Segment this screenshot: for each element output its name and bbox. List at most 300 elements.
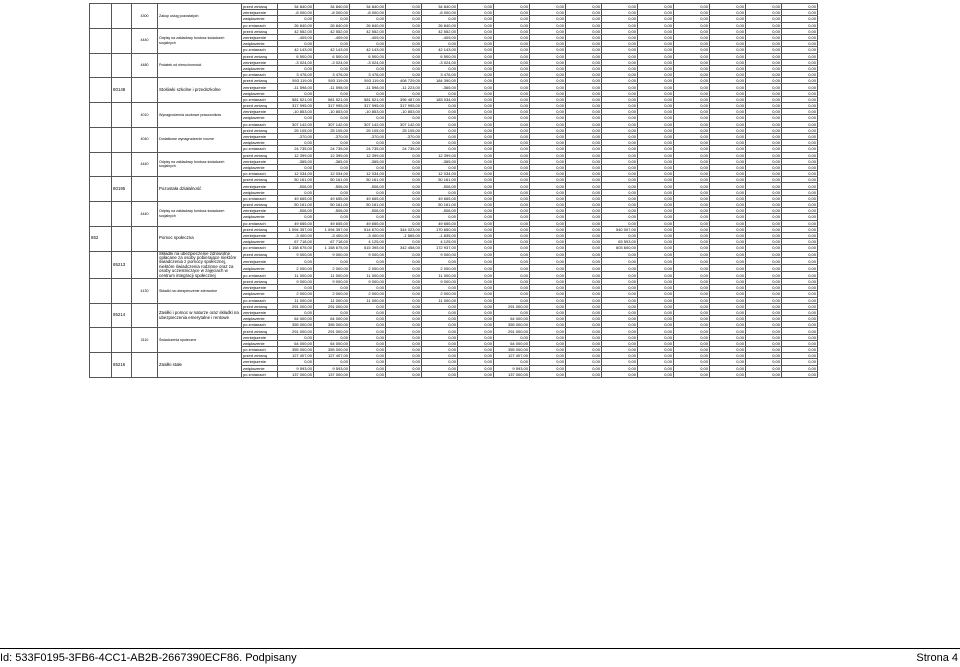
amount-cell: 0,00 [530, 371, 566, 377]
row-kind-label: zmniejszenie [242, 359, 278, 365]
amount-cell: 0,00 [674, 59, 710, 65]
row-kind-label: przed zmianą [242, 53, 278, 59]
row-kind-label: przed zmianą [242, 152, 278, 158]
row-kind-label: zmniejszenie [242, 232, 278, 238]
amount-cell: -409,00 [278, 34, 314, 40]
amount-cell: 0,00 [746, 115, 782, 121]
amount-cell: 0,00 [530, 158, 566, 164]
amount-cell: 0,00 [566, 121, 602, 127]
amount-cell: 0,00 [386, 34, 422, 40]
amount-cell: 0,00 [386, 334, 422, 340]
amount-cell: 0,00 [674, 177, 710, 183]
amount-cell: 0,00 [530, 140, 566, 146]
amount-cell: 2 000,00 [314, 265, 350, 272]
amount-cell: 0,00 [782, 353, 818, 359]
amount-cell: 0,00 [494, 140, 530, 146]
amount-cell: 0,00 [782, 322, 818, 328]
row-kind-label: zwiększenie [242, 340, 278, 346]
amount-cell: 0,00 [710, 232, 746, 238]
amount-cell: 0,00 [386, 328, 422, 334]
amount-cell: 9 593,00 [278, 365, 314, 371]
amount-cell: 317 995,00 [278, 103, 314, 109]
amount-cell: 0,00 [710, 278, 746, 284]
amount-cell: 24 735,00 [314, 146, 350, 152]
amount-cell: 0,00 [602, 65, 638, 71]
row-kind-label: zwiększenie [242, 316, 278, 322]
amount-cell: 0,00 [674, 164, 710, 170]
amount-cell: 0,00 [782, 115, 818, 121]
amount-cell: 0,00 [710, 291, 746, 297]
amount-cell: 291 000,00 [314, 328, 350, 334]
amount-cell: 0,00 [602, 53, 638, 59]
amount-cell: 355 000,00 [494, 322, 530, 328]
amount-cell: 0,00 [530, 365, 566, 371]
amount-cell: 0,00 [674, 28, 710, 34]
amount-cell: -506,00 [350, 183, 386, 189]
amount-cell: 0,00 [602, 251, 638, 258]
amount-cell: 0,00 [458, 258, 494, 265]
amount-cell: 593 119,00 [278, 78, 314, 84]
amount-cell: -370,00 [350, 133, 386, 139]
row-kind-label: zwiększenie [242, 16, 278, 22]
amount-cell: 0,00 [674, 34, 710, 40]
amount-cell: 593 119,00 [350, 78, 386, 84]
amount-cell: 26 840,00 [314, 22, 350, 28]
amount-cell: 0,00 [458, 121, 494, 127]
amount-cell: 0,00 [746, 16, 782, 22]
amount-cell: 0,00 [458, 285, 494, 291]
amount-cell: 0,00 [314, 258, 350, 265]
amount-cell: 0,00 [566, 109, 602, 115]
row-kind-label: zwiększenie [242, 140, 278, 146]
row-kind-label: zmniejszenie [242, 158, 278, 164]
amount-cell: 0,00 [710, 41, 746, 47]
amount-cell: 0,00 [674, 359, 710, 365]
amount-cell: 0,00 [782, 16, 818, 22]
amount-cell: 396 487,00 [386, 96, 422, 102]
row-kind-label: zmniejszenie [242, 309, 278, 315]
amount-cell: 0,00 [710, 245, 746, 251]
amount-cell: 593 119,00 [314, 78, 350, 84]
amount-cell: 0,00 [458, 72, 494, 78]
amount-cell: 0,00 [314, 189, 350, 195]
amount-cell: 137 000,00 [278, 371, 314, 377]
amount-cell: 0,00 [494, 4, 530, 10]
amount-cell: 0,00 [278, 214, 314, 220]
amount-cell: 0,00 [350, 65, 386, 71]
amount-cell: 0,00 [710, 189, 746, 195]
amount-cell: 0,00 [350, 353, 386, 359]
amount-cell: 0,00 [458, 158, 494, 164]
amount-cell: 0,00 [458, 10, 494, 16]
amount-cell: 50 161,00 [278, 202, 314, 208]
amount-cell: 1 158 675,00 [278, 245, 314, 251]
amount-cell: 0,00 [422, 309, 458, 315]
amount-cell: 4 125,00 [350, 239, 386, 245]
amount-cell: 0,00 [494, 41, 530, 47]
amount-cell: 344 023,00 [386, 226, 422, 232]
amount-cell: 0,00 [458, 303, 494, 309]
amount-cell: 0,00 [494, 202, 530, 208]
amount-cell: 0,00 [386, 41, 422, 47]
amount-cell: 0,00 [782, 4, 818, 10]
amount-cell: 514 670,00 [350, 226, 386, 232]
amount-cell: 0,00 [710, 22, 746, 28]
amount-cell: 355 000,00 [278, 322, 314, 328]
amount-cell: 42 552,00 [278, 28, 314, 34]
amount-cell: 0,00 [530, 171, 566, 177]
amount-cell: 0,00 [350, 371, 386, 377]
amount-cell: 0,00 [458, 214, 494, 220]
amount-cell: 0,00 [566, 103, 602, 109]
amount-cell: -3 024,00 [278, 59, 314, 65]
amount-cell: 0,00 [602, 177, 638, 183]
amount-cell: 0,00 [530, 297, 566, 303]
amount-cell: 50 161,00 [314, 202, 350, 208]
amount-cell: 0,00 [602, 183, 638, 189]
row-kind-label: po zmianach [242, 322, 278, 328]
amount-cell: 0,00 [458, 183, 494, 189]
amount-cell: 0,00 [422, 359, 458, 365]
amount-cell: 0,00 [422, 109, 458, 115]
amount-cell: 0,00 [638, 90, 674, 96]
amount-cell: 408 729,00 [386, 78, 422, 84]
amount-cell: 0,00 [710, 34, 746, 40]
amount-cell: 0,00 [566, 59, 602, 65]
amount-cell: 0,00 [458, 316, 494, 322]
amount-cell: 26 840,00 [422, 22, 458, 28]
amount-cell: 0,00 [494, 121, 530, 127]
amount-cell: 0,00 [602, 4, 638, 10]
amount-cell: 0,00 [602, 309, 638, 315]
amount-cell: 581 521,00 [278, 96, 314, 102]
amount-cell: 0,00 [602, 189, 638, 195]
amount-cell: 0,00 [386, 59, 422, 65]
amount-cell: 0,00 [746, 316, 782, 322]
paragraf-cell [132, 303, 158, 328]
amount-cell: 0,00 [746, 245, 782, 251]
amount-cell: -506,00 [278, 208, 314, 214]
amount-cell: 2 000,00 [278, 265, 314, 272]
amount-cell: 0,00 [674, 239, 710, 245]
amount-cell: 0,00 [602, 158, 638, 164]
amount-cell: 0,00 [458, 28, 494, 34]
amount-cell: 0,00 [710, 202, 746, 208]
amount-cell: 0,00 [638, 195, 674, 201]
amount-cell: 0,00 [530, 103, 566, 109]
nazwa-cell: Odpisy na zakładowy fundusz świadczeń socjalnych [158, 28, 242, 53]
amount-cell: 0,00 [494, 152, 530, 158]
amount-cell: 0,00 [746, 72, 782, 78]
amount-cell: 0,00 [494, 291, 530, 297]
amount-cell: 0,00 [566, 78, 602, 84]
rozdzial-cell: 85216 [112, 353, 132, 378]
amount-cell: 0,00 [422, 115, 458, 121]
nazwa-cell: Zakup usług pozostałych [158, 4, 242, 29]
amount-cell: 0,00 [638, 164, 674, 170]
amount-cell: 0,00 [386, 177, 422, 183]
amount-cell: 0,00 [566, 84, 602, 90]
amount-cell: 0,00 [710, 103, 746, 109]
row-kind-label: przed zmianą [242, 303, 278, 309]
amount-cell: 0,00 [638, 272, 674, 279]
amount-cell: 25 105,00 [350, 127, 386, 133]
amount-cell: 0,00 [458, 47, 494, 53]
row-kind-label: po zmianach [242, 297, 278, 303]
amount-cell: 0,00 [602, 291, 638, 297]
amount-cell: 0,00 [494, 183, 530, 189]
amount-cell: 0,00 [458, 220, 494, 226]
amount-cell: 0,00 [386, 258, 422, 265]
nazwa-cell: Odpisy na zakładowy fundusz świadczeń socjalnych [158, 202, 242, 227]
amount-cell: 0,00 [314, 140, 350, 146]
amount-cell: 0,00 [494, 10, 530, 16]
amount-cell: 0,00 [638, 189, 674, 195]
amount-cell: 355 000,00 [314, 347, 350, 353]
amount-cell: 0,00 [638, 171, 674, 177]
amount-cell: 0,00 [782, 47, 818, 53]
amount-cell: 0,00 [278, 189, 314, 195]
amount-cell: 0,00 [710, 359, 746, 365]
amount-cell: 0,00 [458, 22, 494, 28]
amount-cell: 0,00 [782, 371, 818, 377]
amount-cell: 42 552,00 [350, 28, 386, 34]
amount-cell: 291 000,00 [314, 303, 350, 309]
amount-cell: 0,00 [782, 41, 818, 47]
amount-cell: 0,00 [422, 285, 458, 291]
amount-cell: 2 000,00 [422, 265, 458, 272]
amount-cell: 0,00 [566, 202, 602, 208]
row-kind-label: przed zmianą [242, 226, 278, 232]
amount-cell: 0,00 [566, 28, 602, 34]
amount-cell: 0,00 [602, 78, 638, 84]
amount-cell: 0,00 [638, 22, 674, 28]
amount-cell: 0,00 [674, 72, 710, 78]
dzial-cell [90, 103, 112, 128]
amount-cell: 0,00 [602, 121, 638, 127]
amount-cell: 0,00 [458, 133, 494, 139]
amount-cell: 0,00 [674, 90, 710, 96]
amount-cell: 0,00 [386, 202, 422, 208]
amount-cell: 0,00 [674, 285, 710, 291]
amount-cell: 0,00 [746, 109, 782, 115]
amount-cell: 0,00 [710, 72, 746, 78]
amount-cell: 0,00 [746, 265, 782, 272]
amount-cell: 0,00 [494, 251, 530, 258]
amount-cell: 0,00 [386, 28, 422, 34]
amount-cell: 0,00 [782, 10, 818, 16]
amount-cell: 0,00 [674, 78, 710, 84]
amount-cell: 9 000,00 [314, 278, 350, 284]
row-kind-label: po zmianach [242, 146, 278, 152]
amount-cell: 0,00 [674, 140, 710, 146]
amount-cell: 0,00 [638, 220, 674, 226]
amount-cell: 0,00 [602, 16, 638, 22]
amount-cell: 0,00 [782, 78, 818, 84]
row-kind-label: zmniejszenie [242, 10, 278, 16]
amount-cell: 0,00 [566, 146, 602, 152]
amount-cell: 0,00 [782, 291, 818, 297]
rozdzial-cell [112, 103, 132, 128]
amount-cell: 0,00 [638, 10, 674, 16]
amount-cell: 0,00 [602, 340, 638, 346]
amount-cell: 0,00 [422, 146, 458, 152]
amount-cell: 0,00 [530, 278, 566, 284]
amount-cell: 0,00 [782, 158, 818, 164]
amount-cell: 0,00 [494, 232, 530, 238]
amount-cell: 307 142,00 [314, 121, 350, 127]
amount-cell: -409,00 [314, 34, 350, 40]
amount-cell: 0,00 [746, 41, 782, 47]
amount-cell: 6 500,00 [350, 53, 386, 59]
amount-cell: 0,00 [566, 96, 602, 102]
row-kind-label: po zmianach [242, 347, 278, 353]
amount-cell: 0,00 [386, 22, 422, 28]
row-kind-label: zwiększenie [242, 65, 278, 71]
amount-cell: 0,00 [314, 115, 350, 121]
amount-cell: 2 000,00 [350, 265, 386, 272]
dzial-cell [90, 127, 112, 152]
row-kind-label: zmniejszenie [242, 133, 278, 139]
amount-cell: 0,00 [782, 328, 818, 334]
amount-cell: 0,00 [386, 272, 422, 279]
amount-cell: 0,00 [386, 53, 422, 59]
paragraf-cell: 4480 [132, 53, 158, 78]
amount-cell: 0,00 [710, 59, 746, 65]
dzial-cell [90, 251, 112, 278]
amount-cell: 0,00 [674, 109, 710, 115]
amount-cell: 64 000,00 [278, 316, 314, 322]
amount-cell: 0,00 [782, 220, 818, 226]
amount-cell: 291 000,00 [494, 328, 530, 334]
amount-cell: 0,00 [386, 303, 422, 309]
amount-cell: 0,00 [782, 365, 818, 371]
amount-cell: 0,00 [314, 164, 350, 170]
amount-cell: 0,00 [674, 245, 710, 251]
amount-cell: 0,00 [602, 328, 638, 334]
amount-cell: 0,00 [458, 272, 494, 279]
amount-cell: 0,00 [746, 297, 782, 303]
amount-cell: 0,00 [746, 353, 782, 359]
amount-cell: 0,00 [278, 334, 314, 340]
amount-cell: 0,00 [782, 59, 818, 65]
amount-cell: 0,00 [638, 121, 674, 127]
amount-cell: 0,00 [458, 4, 494, 10]
amount-cell: 307 142,00 [386, 121, 422, 127]
row-kind-label: po zmianach [242, 220, 278, 226]
amount-cell: 0,00 [746, 121, 782, 127]
amount-cell: 0,00 [782, 202, 818, 208]
amount-cell: 0,00 [602, 152, 638, 158]
amount-cell: 0,00 [458, 334, 494, 340]
amount-cell: 0,00 [458, 177, 494, 183]
nazwa-cell: Pomoc społeczna [158, 226, 242, 251]
amount-cell: 0,00 [746, 285, 782, 291]
amount-cell: 0,00 [710, 146, 746, 152]
amount-cell: 0,00 [674, 65, 710, 71]
amount-cell: 0,00 [458, 239, 494, 245]
amount-cell: 9 000,00 [350, 278, 386, 284]
amount-cell: 0,00 [566, 297, 602, 303]
amount-cell: 0,00 [494, 334, 530, 340]
amount-cell: 0,00 [746, 140, 782, 146]
amount-cell: 9 000,00 [422, 278, 458, 284]
amount-cell: 0,00 [530, 59, 566, 65]
amount-cell: 0,00 [710, 309, 746, 315]
rozdzial-cell: 85213 [112, 251, 132, 278]
amount-cell: 355 000,00 [494, 347, 530, 353]
amount-cell: 0,00 [530, 220, 566, 226]
amount-cell: 0,00 [350, 164, 386, 170]
amount-cell: 0,00 [710, 28, 746, 34]
row-kind-label: przed zmianą [242, 78, 278, 84]
amount-cell: 0,00 [782, 245, 818, 251]
amount-cell: 0,00 [746, 127, 782, 133]
amount-cell: 0,00 [782, 171, 818, 177]
amount-cell: 0,00 [602, 285, 638, 291]
dzial-cell [90, 53, 112, 78]
amount-cell: 0,00 [782, 347, 818, 353]
amount-cell: 355 000,00 [314, 322, 350, 328]
amount-cell: 0,00 [602, 278, 638, 284]
amount-cell: 0,00 [746, 84, 782, 90]
amount-cell: 0,00 [350, 140, 386, 146]
amount-cell: 0,00 [638, 140, 674, 146]
amount-cell: 0,00 [602, 258, 638, 265]
amount-cell: -8 000,00 [350, 10, 386, 16]
budget-table-body [90, 4, 818, 378]
amount-cell: 0,00 [746, 232, 782, 238]
amount-cell: 2 000,00 [422, 291, 458, 297]
amount-cell: 0,00 [458, 365, 494, 371]
amount-cell: 0,00 [638, 322, 674, 328]
amount-cell: 11 000,00 [350, 297, 386, 303]
amount-cell: 0,00 [710, 183, 746, 189]
amount-cell: 183 034,00 [422, 96, 458, 102]
amount-cell: 0,00 [746, 309, 782, 315]
amount-cell: 0,00 [386, 297, 422, 303]
amount-cell: -370,00 [278, 133, 314, 139]
amount-cell: 0,00 [746, 103, 782, 109]
amount-cell: 0,00 [602, 359, 638, 365]
amount-cell: 0,00 [422, 65, 458, 71]
amount-cell: 0,00 [530, 272, 566, 279]
amount-cell: 0,00 [566, 10, 602, 16]
amount-cell: -11 598,00 [314, 84, 350, 90]
amount-cell: 540 007,00 [602, 226, 638, 232]
amount-cell: 0,00 [422, 127, 458, 133]
paragraf-cell [132, 78, 158, 103]
amount-cell: 0,00 [458, 41, 494, 47]
amount-cell: 0,00 [458, 189, 494, 195]
amount-cell: 0,00 [746, 28, 782, 34]
row-kind-label: zmniejszenie [242, 109, 278, 115]
amount-cell: 0,00 [710, 47, 746, 53]
amount-cell: 0,00 [494, 171, 530, 177]
amount-cell: 0,00 [674, 195, 710, 201]
amount-cell: 0,00 [566, 365, 602, 371]
row-kind-label: po zmianach [242, 121, 278, 127]
amount-cell: 0,00 [782, 226, 818, 232]
amount-cell: 0,00 [386, 47, 422, 53]
amount-cell: 0,00 [422, 303, 458, 309]
amount-cell: 49 655,00 [278, 220, 314, 226]
amount-cell: 0,00 [674, 214, 710, 220]
amount-cell: 0,00 [386, 90, 422, 96]
amount-cell: 0,00 [746, 328, 782, 334]
amount-cell: 0,00 [350, 41, 386, 47]
amount-cell: 0,00 [710, 109, 746, 115]
